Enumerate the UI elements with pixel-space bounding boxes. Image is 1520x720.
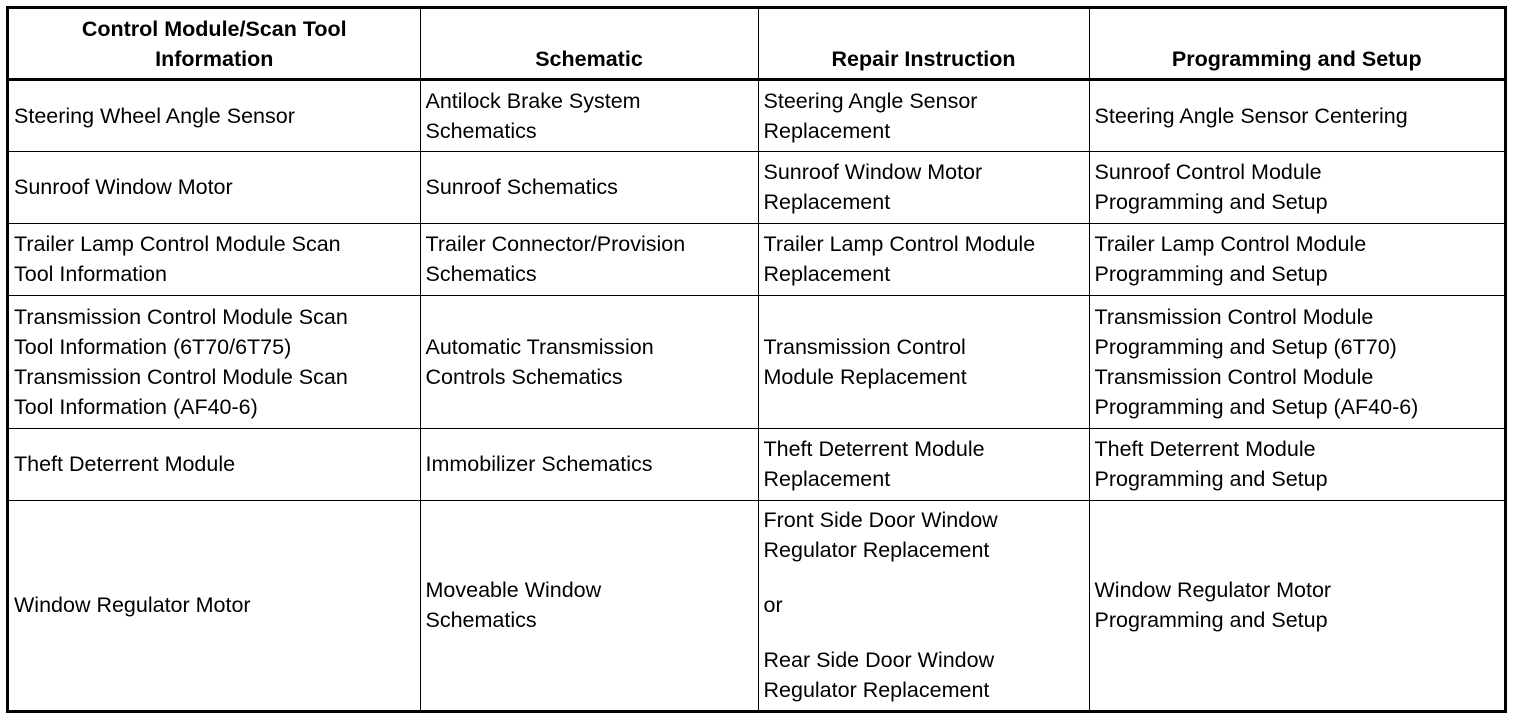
cell-repair: Theft Deterrent Module Replacement [758,428,1089,500]
table-header-row [9,9,1504,79]
cell-repair: Front Side Door Window Regulator Replacement or Rear Side Door Window Regulator Replacement [758,500,1089,710]
cell-programming: Steering Angle Sensor Centering [1089,79,1504,151]
table-row [9,500,1504,710]
cell-schematic: Antilock Brake System Schematics [420,79,758,151]
cell-module: Trailer Lamp Control Module Scan Tool Information [9,223,420,295]
header-schematic: Schematic [420,9,758,79]
cell-schematic: Immobilizer Schematics [420,428,758,500]
cell-programming: Transmission Control Module Programming and Setup (6T70) Transmission Control Module Programming and Setup (AF40-6) [1089,295,1504,428]
header-programming-setup: Programming and Setup [1089,9,1504,79]
cell-schematic: Moveable Window Schematics [420,500,758,710]
header-repair-instruction: Repair Instruction [758,9,1089,79]
cell-schematic: Trailer Connector/Provision Schematics [420,223,758,295]
table-row [9,79,1504,151]
cell-programming: Sunroof Control Module Programming and Setup [1089,151,1504,223]
cell-programming: Theft Deterrent Module Programming and Setup [1089,428,1504,500]
cell-module: Sunroof Window Motor [9,151,420,223]
service-info-table [9,9,1504,710]
header-module: Control Module/Scan Tool Information [9,9,420,79]
cell-module: Theft Deterrent Module [9,428,420,500]
cell-programming: Window Regulator Motor Programming and Setup [1089,500,1504,710]
cell-programming: Trailer Lamp Control Module Programming and Setup [1089,223,1504,295]
table-row [9,295,1504,428]
cell-repair: Sunroof Window Motor Replacement [758,151,1089,223]
cell-module: Transmission Control Module Scan Tool Information (6T70/6T75) Transmission Control Module Scan Tool Information (AF40-6) [9,295,420,428]
cell-schematic: Sunroof Schematics [420,151,758,223]
table-row [9,151,1504,223]
table-row [9,223,1504,295]
cell-repair: Steering Angle Sensor Replacement [758,79,1089,151]
cell-schematic: Automatic Transmission Controls Schematics [420,295,758,428]
cell-repair: Trailer Lamp Control Module Replacement [758,223,1089,295]
table-row [9,428,1504,500]
cell-repair: Transmission Control Module Replacement [758,295,1089,428]
cell-module: Steering Wheel Angle Sensor [9,79,420,151]
service-info-table-frame [6,6,1507,713]
cell-module: Window Regulator Motor [9,500,420,710]
